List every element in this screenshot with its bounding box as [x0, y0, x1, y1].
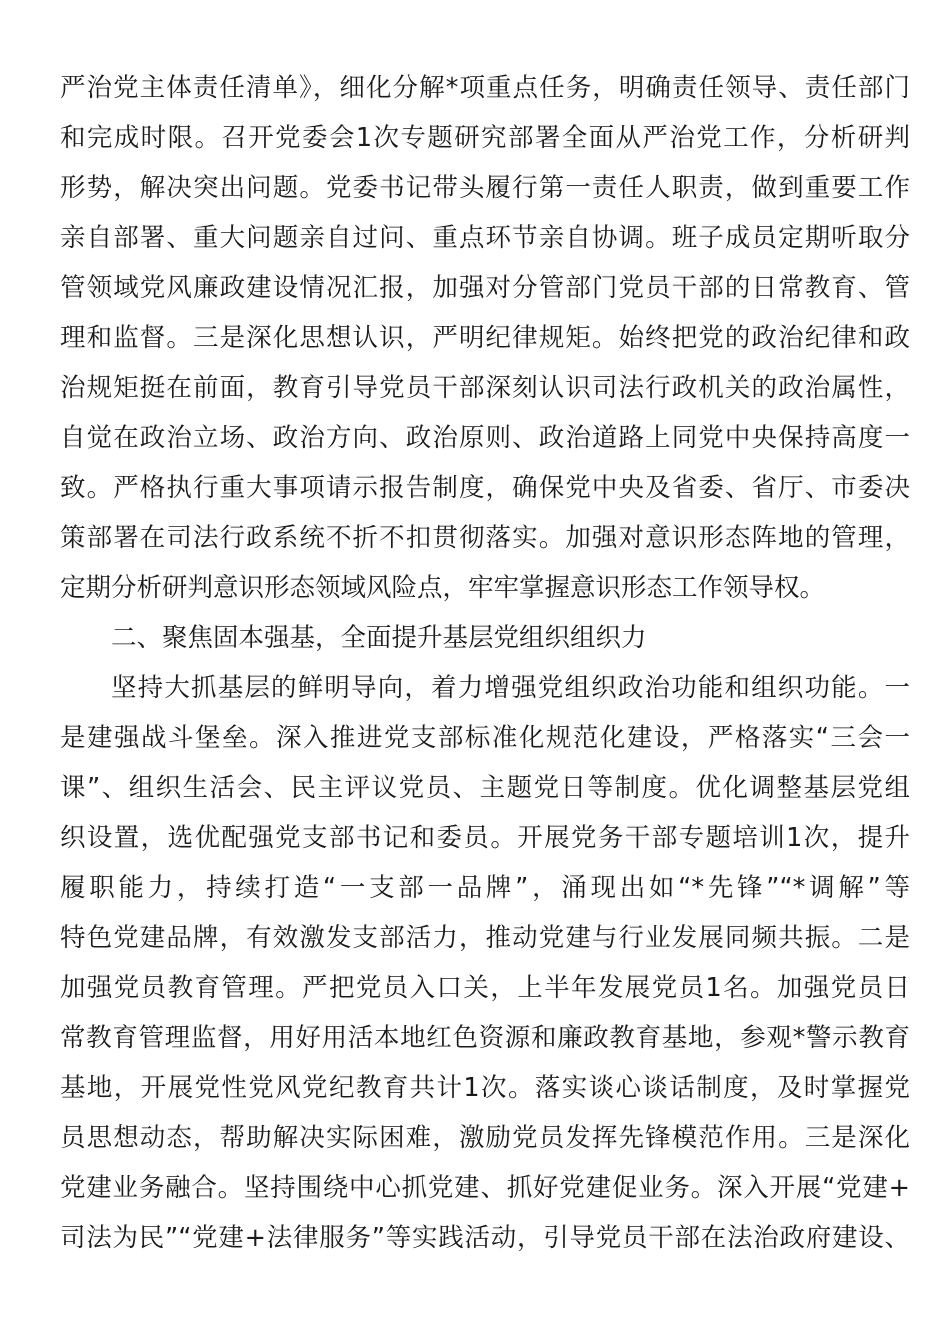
text-line: 加强党员教育管理。严把党员入口关，上半年发展党员1名。加强党员日: [60, 973, 910, 1003]
text-line: 和完成时限。召开党委会1次专题研究部署全面从严治党工作，分析研判: [60, 123, 910, 153]
section-heading: 二、聚焦固本强基，全面提升基层党组织组织力: [111, 623, 647, 653]
text-line: 党建业务融合。坚持围绕中心抓党建、抓好党建促业务。深入开展“党建+: [60, 1173, 910, 1203]
text-line: 策部署在司法行政系统不折不扣贯彻落实。加强对意识形态阵地的管理，: [60, 523, 910, 553]
text-line: 自觉在政治立场、政治方向、政治原则、政治道路上同党中央保持高度一: [60, 423, 910, 453]
text-line: 形势，解决突出问题。党委书记带头履行第一责任人职责，做到重要工作: [60, 173, 910, 203]
text-line: 履职能力，持续打造“一支部一品牌”，涌现出如“*先锋”“*调解”等: [60, 873, 910, 903]
text-line: 是建强战斗堡垒。深入推进党支部标准化规范化建设，严格落实“三会一: [60, 723, 910, 753]
text-line: 坚持大抓基层的鲜明导向，着力增强党组织政治功能和组织功能。一: [111, 673, 910, 703]
text-line: 基地，开展党性党风党纪教育共计1次。落实谈心谈话制度，及时掌握党: [60, 1073, 910, 1103]
text-line: 司法为民”“党建+法律服务”等实践活动，引导党员干部在法治政府建设、: [60, 1223, 910, 1253]
text-line: 严治党主体责任清单》，细化分解*项重点任务，明确责任领导、责任部门: [60, 73, 910, 103]
text-line: 亲自部署、重大问题亲自过问、重点环节亲自协调。班子成员定期听取分: [60, 223, 910, 253]
text-line: 织设置，选优配强党支部书记和委员。开展党务干部专题培训1次，提升: [60, 823, 910, 853]
text-line: 治规矩挺在前面，教育引导党员干部深刻认识司法行政机关的政治属性，: [60, 373, 910, 403]
text-line: 特色党建品牌，有效激发支部活力，推动党建与行业发展同频共振。二是: [60, 923, 910, 953]
text-line: 员思想动态，帮助解决实际困难，激励党员发挥先锋模范作用。三是深化: [60, 1123, 910, 1153]
text-line: 常教育管理监督，用好用活本地红色资源和廉政教育基地，参观*警示教育: [60, 1023, 910, 1053]
text-line: 理和监督。三是深化思想认识，严明纪律规矩。始终把党的政治纪律和政: [60, 323, 910, 353]
text-line: 课”、组织生活会、民主评议党员、主题党日等制度。优化调整基层党组: [60, 773, 910, 803]
text-line: 致。严格执行重大事项请示报告制度，确保党中央及省委、省厅、市委决: [60, 473, 910, 503]
text-line: 定期分析研判意识形态领域风险点，牢牢掌握意识形态工作领导权。: [60, 573, 826, 603]
text-line: 管领域党风廉政建设情况汇报，加强对分管部门党员干部的日常教育、管: [60, 273, 910, 303]
